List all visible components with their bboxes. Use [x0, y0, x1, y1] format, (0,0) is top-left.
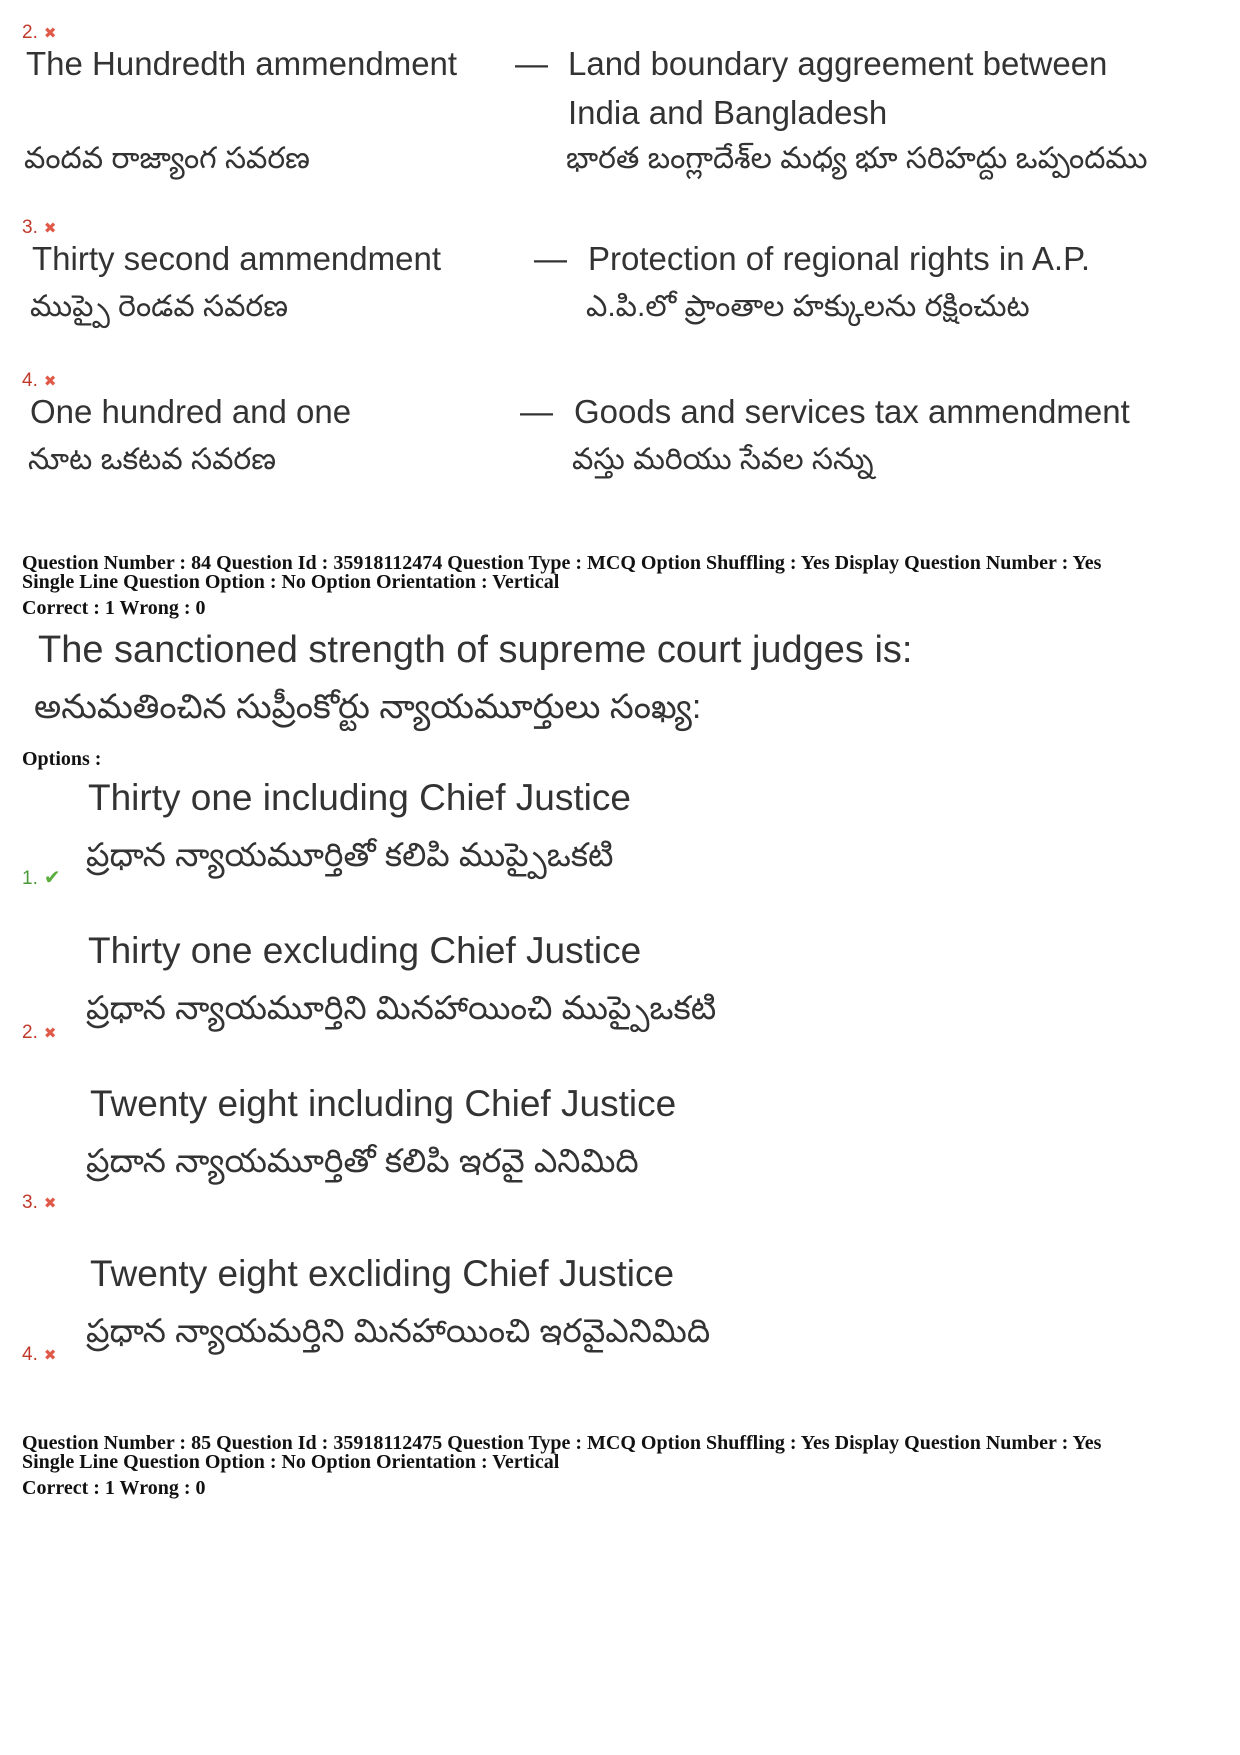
option-3-marker: [22, 1192, 56, 1214]
question-text-en: The sanctioned strength of supreme court judges is:: [38, 629, 913, 671]
option-text-en: Thirty one including Chief Justice: [88, 777, 631, 818]
option-number: 1.: [22, 868, 38, 889]
option-text-te: ప్రధాన న్యాయమూర్తిని మినహాయించి ముప్పైఒకటి: [86, 989, 717, 1026]
option-number: 3.: [22, 217, 38, 238]
option-number: 4.: [22, 1344, 38, 1365]
wrong-icon: ✖: [43, 373, 57, 390]
match-right-te: వస్తు మరియు సేవల సన్ను: [572, 443, 874, 476]
match-right-en-line2: India and Bangladesh: [568, 94, 888, 131]
match-right-te: ఎ.పి.లో ప్రాంతాల హక్కులను రక్షించుట: [586, 290, 1030, 323]
match-left-te: ముప్పై రెండవ సవరణ: [30, 290, 288, 323]
match-left-en: The Hundredth ammendment: [26, 45, 458, 82]
question-meta-line2: Single Line Question Option : No Option Orientation : Vertical: [22, 571, 560, 593]
match-dash: —: [520, 393, 553, 430]
question-text-te: అనుమతించిన సుప్రీంకోర్టు న్యాయమూర్తులు సంఖ్య:: [34, 688, 702, 726]
question-marks: Correct : 1 Wrong : 0: [22, 597, 206, 619]
match-option-3: [22, 217, 56, 239]
question-marks: Correct : 1 Wrong : 0: [22, 1477, 206, 1499]
match-left-te: నూట ఒకటవ సవరణ: [28, 443, 276, 476]
option-text-te: ప్రదాన న్యాయమూర్తితో కలిపి ఇరవై ఎనిమిది: [86, 1142, 639, 1179]
wrong-icon: ✖: [43, 1347, 57, 1364]
match-dash: —: [515, 45, 548, 82]
match-left-te: వందవ రాజ్యాంగ సవరణ: [24, 142, 310, 175]
wrong-icon: ✖: [43, 1195, 57, 1212]
match-option-4: [22, 370, 56, 392]
match-right-te: భారత బంగ్లాదేశ్‌ల మధ్య భూ సరిహద్దు ఒప్పందము: [566, 142, 1148, 175]
option-text-en: Thirty one excluding Chief Justice: [88, 930, 642, 971]
option-2-marker: [22, 1022, 56, 1044]
option-number: 4.: [22, 370, 38, 391]
option-text-te: ప్రధాన న్యాయమూర్తితో కలిపి ముప్పైఒకటి: [86, 836, 614, 873]
option-number: 3.: [22, 1192, 38, 1213]
match-left-en: Thirty second ammendment: [32, 240, 442, 277]
option-4-marker: [22, 1344, 56, 1366]
wrong-icon: ✖: [43, 1025, 57, 1042]
match-right-en: Protection of regional rights in A.P.: [588, 240, 1091, 277]
wrong-icon: ✖: [43, 220, 57, 237]
question-meta-line2: Single Line Question Option : No Option Orientation : Vertical: [22, 1451, 560, 1473]
match-left-en: One hundred and one: [30, 393, 352, 430]
option-text-en: Twenty eight including Chief Justice: [90, 1083, 677, 1124]
checkmark-icon: ✔: [43, 867, 61, 889]
option-number: 2.: [22, 22, 38, 43]
options-label: Options :: [22, 748, 102, 770]
option-1-marker: [22, 865, 61, 890]
match-right-en: Land boundary aggreement between: [568, 45, 1108, 82]
option-text-te: ప్రధాన న్యాయమర్తిని మినహాయించి ఇరవైఎనిమిది: [86, 1312, 711, 1349]
wrong-icon: ✖: [43, 25, 57, 42]
question-meta-line1: Question Number : 85 Question Id : 35918112475 Question Type : MCQ Option Shuffling : Yes Display Question Number : Yes: [22, 1432, 1102, 1454]
match-dash: —: [534, 240, 567, 277]
question-meta-line1: Question Number : 84 Question Id : 35918112474 Question Type : MCQ Option Shuffling : Yes Display Question Number : Yes: [22, 552, 1102, 574]
match-right-en: Goods and services tax ammendment: [574, 393, 1130, 430]
option-text-en: Twenty eight excliding Chief Justice: [90, 1253, 675, 1294]
option-number: 2.: [22, 1022, 38, 1043]
match-option-2: [22, 22, 56, 44]
